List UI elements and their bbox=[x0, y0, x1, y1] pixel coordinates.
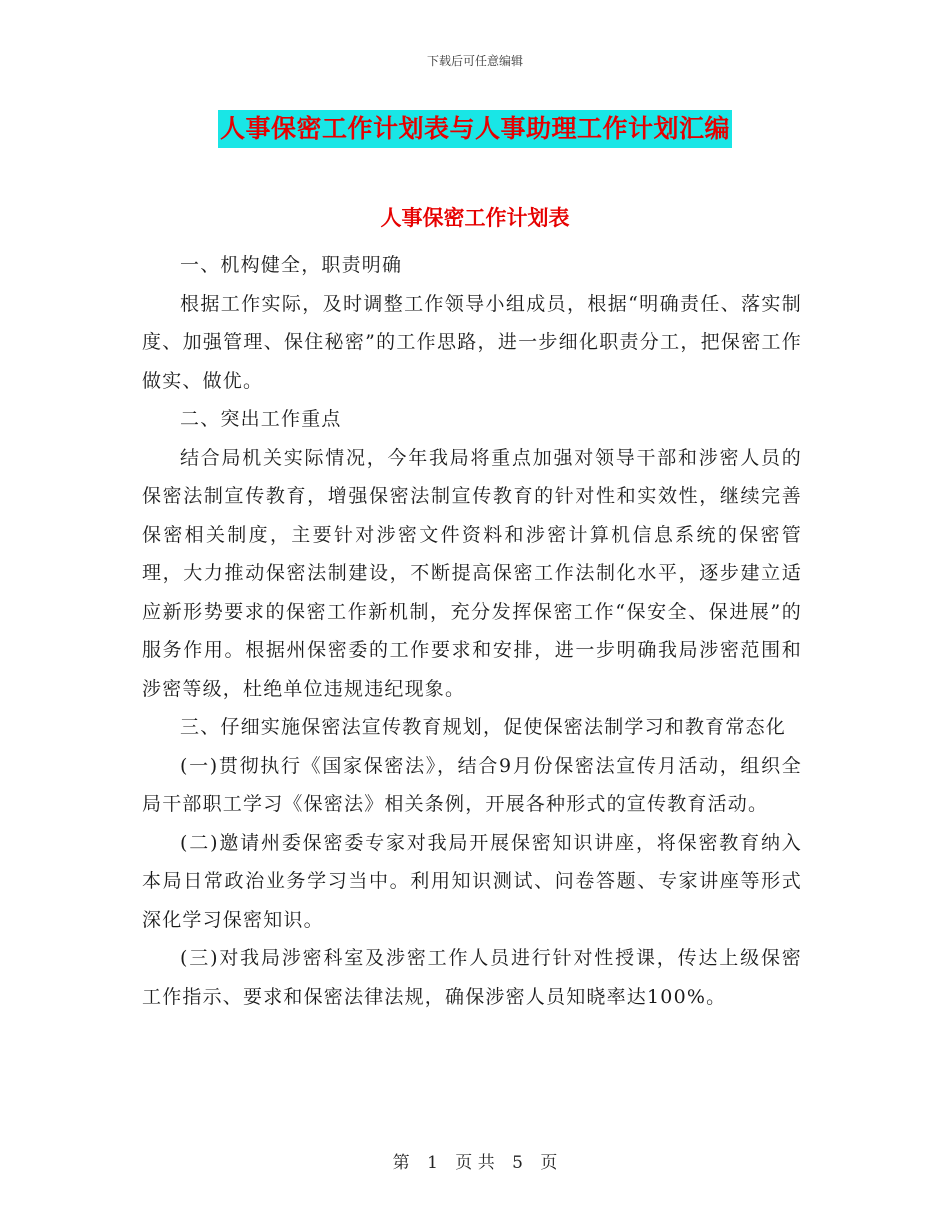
document-title bbox=[0, 110, 950, 148]
section-title: 人事保密工作计划表 bbox=[380, 206, 570, 230]
paragraph: (一)贯彻执行《国家保密法》，结合9月份保密法宣传月活动，组织全局干部职工学习《保密法》相关条例，开展各种形式的宣传教育活动。 bbox=[142, 754, 802, 815]
footer-page-number: 1 bbox=[427, 1153, 438, 1173]
footer-prefix: 第 bbox=[392, 1153, 410, 1173]
footer-suffix: 页 bbox=[540, 1153, 558, 1173]
paragraph: (二)邀请州委保密委专家对我局开展保密知识讲座，将保密教育纳入本局日常政治业务学习当中。利用知识测试、问卷答题、专家讲座等形式深化学习保密知识。 bbox=[142, 831, 802, 931]
body-text bbox=[142, 246, 802, 1016]
paragraph: (三)对我局涉密科室及涉密工作人员进行针对性授课，传达上级保密工作指示、要求和保密法律法规，确保涉密人员知晓率达100%。 bbox=[142, 947, 802, 1008]
paragraph: 一、机构健全，职责明确 bbox=[180, 254, 403, 276]
footer-middle: 页 共 bbox=[455, 1153, 495, 1173]
header-note: 下载后可任意编辑 bbox=[426, 54, 523, 68]
document-title-text: 人事保密工作计划表与人事助理工作计划汇编 bbox=[218, 110, 732, 148]
footer-total-pages: 5 bbox=[512, 1153, 523, 1173]
paragraph: 二、突出工作重点 bbox=[180, 408, 342, 430]
paragraph: 根据工作实际，及时调整工作领导小组成员，根据“明确责任、落实制度、加强管理、保住秘密”的工作思路，进一步细化职责分工，把保密工作做实、做优。 bbox=[142, 292, 802, 392]
paragraph: 结合局机关实际情况，今年我局将重点加强对领导干部和涉密人员的保密法制宣传教育，增强保密法制宣传教育的针对性和实效性，继续完善保密相关制度，主要针对涉密文件资料和涉密计算机信息系统的保密管理，大力推动保密法制建设，不断提高保密工作法制化水平，逐步建立适应新形势要求的保密工作新机制，充分发挥保密工作“保安全、保进展”的服务作用。根据州保密委的工作要求和安排，进一步明确我局涉密范围和涉密等级，杜绝单位违规违纪现象。 bbox=[142, 446, 802, 700]
paragraph: 三、仔细实施保密法宣传教育规划，促使保密法制学习和教育常态化 bbox=[180, 716, 787, 738]
page-footer bbox=[0, 1148, 950, 1173]
